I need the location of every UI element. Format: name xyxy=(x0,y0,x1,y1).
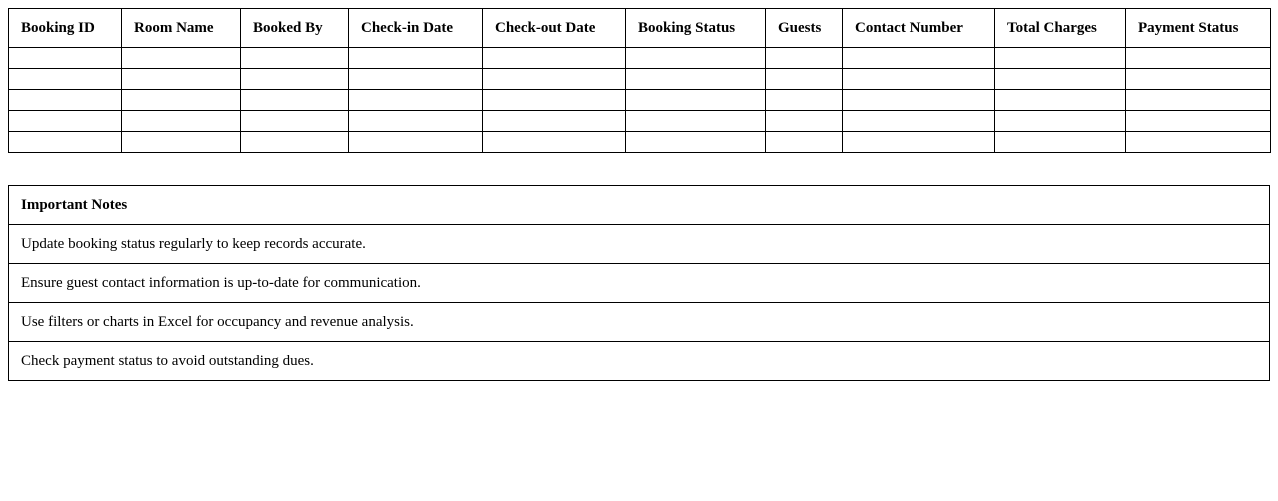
header-payment-status: Payment Status xyxy=(1126,9,1271,48)
table-cell[interactable] xyxy=(843,90,995,111)
table-cell[interactable] xyxy=(766,48,843,69)
note-item: Update booking status regularly to keep records accurate. xyxy=(9,225,1270,264)
table-cell[interactable] xyxy=(122,111,241,132)
table-row xyxy=(9,90,1271,111)
table-cell[interactable] xyxy=(1126,132,1271,153)
header-room-name: Room Name xyxy=(122,9,241,48)
table-cell[interactable] xyxy=(9,132,122,153)
notes-title: Important Notes xyxy=(9,186,1270,225)
table-cell[interactable] xyxy=(626,69,766,90)
note-item: Ensure guest contact information is up-to-date for communication. xyxy=(9,264,1270,303)
table-cell[interactable] xyxy=(995,111,1126,132)
table-cell[interactable] xyxy=(995,48,1126,69)
table-cell[interactable] xyxy=(766,90,843,111)
table-cell[interactable] xyxy=(9,48,122,69)
table-cell[interactable] xyxy=(766,132,843,153)
table-cell[interactable] xyxy=(483,48,626,69)
header-check-in-date: Check-in Date xyxy=(349,9,483,48)
table-cell[interactable] xyxy=(349,132,483,153)
table-cell[interactable] xyxy=(349,69,483,90)
table-cell[interactable] xyxy=(843,69,995,90)
table-cell[interactable] xyxy=(122,69,241,90)
table-cell[interactable] xyxy=(626,48,766,69)
table-cell[interactable] xyxy=(122,48,241,69)
note-row xyxy=(9,303,1270,342)
table-cell[interactable] xyxy=(349,111,483,132)
header-total-charges: Total Charges xyxy=(995,9,1126,48)
header-booking-status: Booking Status xyxy=(626,9,766,48)
notes-header-row xyxy=(9,186,1270,225)
table-cell[interactable] xyxy=(9,111,122,132)
table-cell[interactable] xyxy=(241,90,349,111)
table-cell[interactable] xyxy=(843,111,995,132)
table-cell[interactable] xyxy=(241,111,349,132)
table-cell[interactable] xyxy=(349,90,483,111)
table-cell[interactable] xyxy=(241,48,349,69)
note-row xyxy=(9,342,1270,381)
table-cell[interactable] xyxy=(241,69,349,90)
header-booking-id: Booking ID xyxy=(9,9,122,48)
note-row xyxy=(9,264,1270,303)
table-cell[interactable] xyxy=(9,90,122,111)
table-cell[interactable] xyxy=(9,69,122,90)
important-notes-table xyxy=(8,185,1270,381)
table-cell[interactable] xyxy=(483,90,626,111)
table-cell[interactable] xyxy=(626,111,766,132)
table-row xyxy=(9,69,1271,90)
table-cell[interactable] xyxy=(483,69,626,90)
header-contact-number: Contact Number xyxy=(843,9,995,48)
table-cell[interactable] xyxy=(1126,69,1271,90)
booking-table xyxy=(8,8,1271,153)
table-cell[interactable] xyxy=(122,132,241,153)
table-cell[interactable] xyxy=(1126,111,1271,132)
table-cell[interactable] xyxy=(995,132,1126,153)
table-cell[interactable] xyxy=(483,111,626,132)
booking-table-body xyxy=(9,48,1271,153)
table-cell[interactable] xyxy=(995,69,1126,90)
header-check-out-date: Check-out Date xyxy=(483,9,626,48)
table-cell[interactable] xyxy=(843,48,995,69)
table-cell[interactable] xyxy=(766,69,843,90)
table-cell[interactable] xyxy=(241,132,349,153)
table-cell[interactable] xyxy=(843,132,995,153)
table-cell[interactable] xyxy=(766,111,843,132)
note-item: Use filters or charts in Excel for occupancy and revenue analysis. xyxy=(9,303,1270,342)
table-cell[interactable] xyxy=(626,132,766,153)
table-cell[interactable] xyxy=(483,132,626,153)
table-row xyxy=(9,111,1271,132)
booking-header-row xyxy=(9,9,1271,48)
table-cell[interactable] xyxy=(1126,48,1271,69)
header-guests: Guests xyxy=(766,9,843,48)
header-booked-by: Booked By xyxy=(241,9,349,48)
note-item: Check payment status to avoid outstanding dues. xyxy=(9,342,1270,381)
table-cell[interactable] xyxy=(626,90,766,111)
table-cell[interactable] xyxy=(1126,90,1271,111)
table-cell[interactable] xyxy=(122,90,241,111)
table-row xyxy=(9,132,1271,153)
table-cell[interactable] xyxy=(349,48,483,69)
table-row xyxy=(9,48,1271,69)
note-row xyxy=(9,225,1270,264)
table-cell[interactable] xyxy=(995,90,1126,111)
